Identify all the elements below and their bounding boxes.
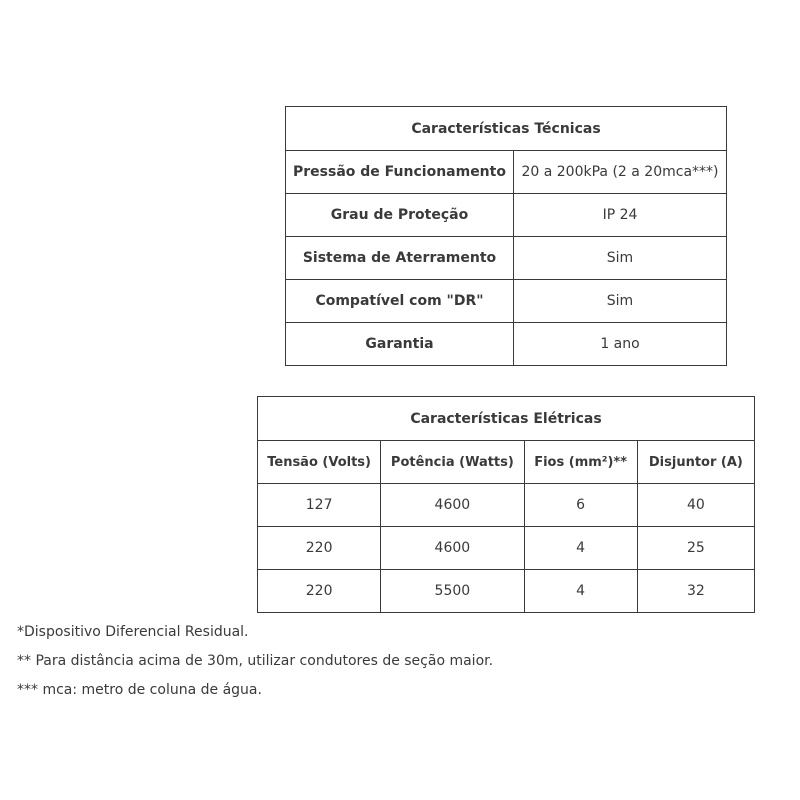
electrical-table-title: Características Elétricas [258,397,755,441]
table-row [286,151,727,194]
row-label: Garantia [286,323,514,366]
electrical-characteristics-table [257,396,755,613]
table-cell: 5500 [381,570,524,613]
table-cell: 32 [637,570,754,613]
header-row [258,441,755,484]
table-cell: 4 [524,527,637,570]
table-cell: 40 [637,484,754,527]
table-cell: 127 [258,484,381,527]
table-cell: 4600 [381,527,524,570]
table-row [286,323,727,366]
column-header: Potência (Watts) [381,441,524,484]
footnote: *Dispositivo Diferencial Residual. [17,624,249,640]
footnote: *** mca: metro de coluna de água. [17,682,262,698]
row-value: 1 ano [514,323,727,366]
table-row [258,570,755,613]
column-header: Fios (mm²)** [524,441,637,484]
table-cell: 25 [637,527,754,570]
table-row [258,527,755,570]
column-header: Disjuntor (A) [637,441,754,484]
table-cell: 4600 [381,484,524,527]
table-cell: 220 [258,527,381,570]
row-value: 20 a 200kPa (2 a 20mca***) [514,151,727,194]
table-row [286,194,727,237]
table-row [258,484,755,527]
table-cell: 6 [524,484,637,527]
row-label: Grau de Proteção [286,194,514,237]
technical-table-title: Características Técnicas [286,107,727,151]
row-value: Sim [514,237,727,280]
row-value: Sim [514,280,727,323]
table-cell: 220 [258,570,381,613]
row-label: Compatível com "DR" [286,280,514,323]
technical-characteristics-table [285,106,727,366]
footnote: ** Para distância acima de 30m, utilizar condutores de seção maior. [17,653,494,669]
row-label: Sistema de Aterramento [286,237,514,280]
footnotes [17,618,493,705]
column-header: Tensão (Volts) [258,441,381,484]
row-label: Pressão de Funcionamento [286,151,514,194]
table-row [286,280,727,323]
table-row [286,237,727,280]
row-value: IP 24 [514,194,727,237]
table-cell: 4 [524,570,637,613]
